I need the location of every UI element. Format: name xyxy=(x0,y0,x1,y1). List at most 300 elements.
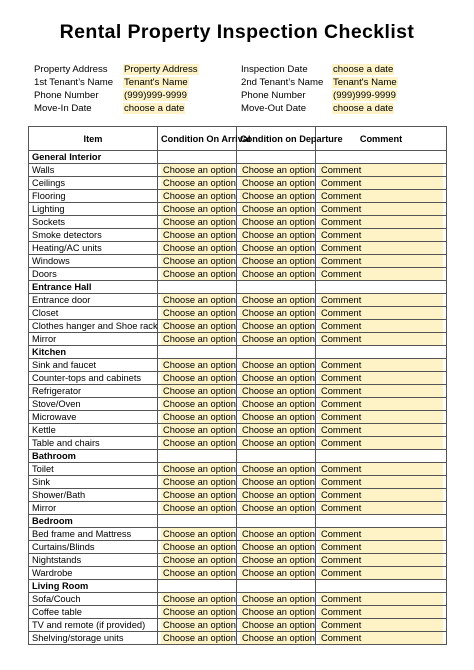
table-row xyxy=(29,398,447,411)
empty-cell xyxy=(158,151,237,164)
arrival-dropdown-cell xyxy=(158,398,237,411)
departure-dropdown-cell xyxy=(237,424,316,437)
comment-field-cell xyxy=(316,294,447,307)
info-block xyxy=(34,63,444,115)
arrival-dropdown-cell xyxy=(158,268,237,281)
departure-dropdown-cell xyxy=(237,476,316,489)
departure-dropdown[interactable]: Choose an option xyxy=(242,399,315,409)
departure-dropdown-cell xyxy=(237,372,316,385)
second-tenant-label: 2nd Tenant’s Name xyxy=(241,77,324,88)
table-row xyxy=(29,203,447,216)
arrival-dropdown[interactable]: Choose an option xyxy=(163,399,236,409)
table-row xyxy=(29,164,447,177)
comment-field[interactable]: Comment xyxy=(319,632,443,644)
item-label: Sockets xyxy=(29,216,158,229)
departure-dropdown[interactable]: Choose an option xyxy=(242,373,315,383)
table-row xyxy=(29,177,447,190)
comment-field-cell xyxy=(316,593,447,606)
comment-field[interactable]: Comment xyxy=(319,177,443,189)
comment-field-cell xyxy=(316,190,447,203)
comment-field[interactable]: Comment xyxy=(319,359,443,371)
item-label: Shelving/storage units xyxy=(29,632,158,645)
departure-dropdown[interactable]: Choose an option xyxy=(242,464,315,474)
departure-dropdown[interactable]: Choose an option xyxy=(242,490,315,500)
phone-label-2: Phone Number xyxy=(241,90,306,101)
comment-field-cell xyxy=(316,554,447,567)
arrival-dropdown-cell xyxy=(158,528,237,541)
departure-dropdown-cell xyxy=(237,359,316,372)
item-label: Table and chairs xyxy=(29,437,158,450)
arrival-dropdown-cell xyxy=(158,619,237,632)
departure-dropdown[interactable]: Choose an option xyxy=(242,620,315,630)
arrival-dropdown-cell xyxy=(158,593,237,606)
arrival-dropdown[interactable]: Choose an option xyxy=(163,620,236,630)
arrival-dropdown[interactable]: Choose an option xyxy=(163,633,236,643)
comment-field-cell xyxy=(316,411,447,424)
item-label: Shower/Bath xyxy=(29,489,158,502)
departure-dropdown[interactable]: Choose an option xyxy=(242,334,315,344)
comment-field-cell xyxy=(316,268,447,281)
comment-field-cell xyxy=(316,502,447,515)
comment-field-cell xyxy=(316,398,447,411)
comment-field-cell xyxy=(316,567,447,580)
comment-field[interactable]: Comment xyxy=(319,502,443,514)
table-row xyxy=(29,606,447,619)
departure-dropdown-cell xyxy=(237,333,316,346)
comment-field[interactable]: Comment xyxy=(319,307,443,319)
empty-cell xyxy=(237,281,316,294)
comment-field[interactable]: Comment xyxy=(319,164,443,176)
arrival-dropdown[interactable]: Choose an option xyxy=(163,334,236,344)
departure-dropdown-cell xyxy=(237,307,316,320)
comment-field-cell xyxy=(316,203,447,216)
table-row xyxy=(29,632,447,645)
arrival-dropdown[interactable]: Choose an option xyxy=(163,295,236,305)
departure-dropdown[interactable]: Choose an option xyxy=(242,438,315,448)
table-row xyxy=(29,216,447,229)
arrival-dropdown[interactable]: Choose an option xyxy=(163,386,236,396)
item-label: Lighting xyxy=(29,203,158,216)
arrival-dropdown[interactable]: Choose an option xyxy=(163,256,236,266)
section-heading: General Interior xyxy=(29,151,158,164)
comment-field-cell xyxy=(316,333,447,346)
departure-dropdown-cell xyxy=(237,398,316,411)
departure-dropdown[interactable]: Choose an option xyxy=(242,165,315,175)
comment-field[interactable]: Comment xyxy=(319,216,443,228)
arrival-dropdown[interactable]: Choose an option xyxy=(163,438,236,448)
arrival-dropdown-cell xyxy=(158,554,237,567)
empty-cell xyxy=(316,281,447,294)
arrival-dropdown[interactable]: Choose an option xyxy=(163,308,236,318)
departure-dropdown-cell xyxy=(237,268,316,281)
departure-dropdown-cell xyxy=(237,242,316,255)
arrival-dropdown-cell xyxy=(158,489,237,502)
empty-cell xyxy=(158,450,237,463)
property-address-label: Property Address xyxy=(34,64,108,75)
section-heading: Bathroom xyxy=(29,450,158,463)
comment-field[interactable]: Comment xyxy=(319,268,443,280)
comment-field[interactable]: Comment xyxy=(319,554,443,566)
departure-dropdown[interactable]: Choose an option xyxy=(242,308,315,318)
departure-dropdown-cell xyxy=(237,437,316,450)
comment-field-cell xyxy=(316,255,447,268)
comment-field[interactable]: Comment xyxy=(319,528,443,540)
empty-cell xyxy=(158,346,237,359)
comment-field[interactable]: Comment xyxy=(319,398,443,410)
section-row xyxy=(29,281,447,294)
comment-field-cell xyxy=(316,164,447,177)
inspection-table xyxy=(28,126,447,645)
departure-dropdown-cell xyxy=(237,593,316,606)
arrival-dropdown[interactable]: Choose an option xyxy=(163,217,236,227)
arrival-dropdown[interactable]: Choose an option xyxy=(163,477,236,487)
arrival-dropdown-cell xyxy=(158,632,237,645)
comment-field-cell xyxy=(316,619,447,632)
comment-field-cell xyxy=(316,385,447,398)
departure-dropdown-cell xyxy=(237,385,316,398)
arrival-dropdown[interactable]: Choose an option xyxy=(163,425,236,435)
arrival-dropdown-cell xyxy=(158,333,237,346)
item-label: Curtains/Blinds xyxy=(29,541,158,554)
arrival-dropdown-cell xyxy=(158,242,237,255)
arrival-dropdown-cell xyxy=(158,606,237,619)
departure-dropdown[interactable]: Choose an option xyxy=(242,633,315,643)
departure-dropdown-cell xyxy=(237,489,316,502)
table-row xyxy=(29,541,447,554)
second-tenant-field[interactable]: Tenant's Name xyxy=(333,77,397,88)
arrival-dropdown-cell xyxy=(158,463,237,476)
section-heading: Living Room xyxy=(29,580,158,593)
arrival-dropdown[interactable]: Choose an option xyxy=(163,321,236,331)
section-row xyxy=(29,450,447,463)
arrival-dropdown[interactable]: Choose an option xyxy=(163,178,236,188)
arrival-dropdown[interactable]: Choose an option xyxy=(163,204,236,214)
move-out-date-picker[interactable]: choose a date xyxy=(333,103,394,114)
empty-cell xyxy=(158,281,237,294)
item-label: Mirror xyxy=(29,502,158,515)
inspection-date-picker[interactable]: choose a date xyxy=(333,64,394,75)
departure-dropdown[interactable]: Choose an option xyxy=(242,555,315,565)
departure-dropdown[interactable]: Choose an option xyxy=(242,191,315,201)
departure-dropdown-cell xyxy=(237,619,316,632)
comment-field[interactable]: Comment xyxy=(319,476,443,488)
departure-column-header: Condition on Departure xyxy=(237,127,316,151)
phone-field-2[interactable]: (999)999-9999 xyxy=(333,90,396,101)
table-row xyxy=(29,294,447,307)
empty-cell xyxy=(237,346,316,359)
departure-dropdown[interactable]: Choose an option xyxy=(242,360,315,370)
table-row xyxy=(29,489,447,502)
arrival-dropdown[interactable]: Choose an option xyxy=(163,594,236,604)
arrival-dropdown[interactable]: Choose an option xyxy=(163,360,236,370)
item-label: Sofa/Couch xyxy=(29,593,158,606)
item-label: Clothes hanger and Shoe rack xyxy=(29,320,158,333)
arrival-dropdown-cell xyxy=(158,541,237,554)
departure-dropdown-cell xyxy=(237,567,316,580)
empty-cell xyxy=(237,450,316,463)
arrival-dropdown[interactable]: Choose an option xyxy=(163,542,236,552)
item-label: Nightstands xyxy=(29,554,158,567)
info-row xyxy=(34,89,444,102)
table-row xyxy=(29,593,447,606)
table-row xyxy=(29,528,447,541)
arrival-dropdown[interactable]: Choose an option xyxy=(163,165,236,175)
info-row xyxy=(34,76,444,89)
item-label: Flooring xyxy=(29,190,158,203)
move-in-date-picker[interactable]: choose a date xyxy=(124,103,185,114)
comment-field[interactable]: Comment xyxy=(319,385,443,397)
comment-field[interactable]: Comment xyxy=(319,320,443,332)
comment-field[interactable]: Comment xyxy=(319,619,443,631)
departure-dropdown[interactable]: Choose an option xyxy=(242,477,315,487)
comment-field[interactable]: Comment xyxy=(319,203,443,215)
arrival-dropdown-cell xyxy=(158,567,237,580)
departure-dropdown-cell xyxy=(237,294,316,307)
departure-dropdown-cell xyxy=(237,177,316,190)
property-address-field[interactable]: Property Address xyxy=(124,64,198,75)
comment-field[interactable]: Comment xyxy=(319,606,443,618)
inspection-date-label: Inspection Date xyxy=(241,64,308,75)
table-header-row xyxy=(29,127,447,151)
departure-dropdown-cell xyxy=(237,502,316,515)
item-column-header: Item xyxy=(29,127,158,151)
arrival-dropdown-cell xyxy=(158,229,237,242)
comment-field-cell xyxy=(316,489,447,502)
departure-dropdown[interactable]: Choose an option xyxy=(242,542,315,552)
arrival-dropdown[interactable]: Choose an option xyxy=(163,568,236,578)
comment-field-cell xyxy=(316,463,447,476)
item-label: Heating/AC units xyxy=(29,242,158,255)
item-label: Doors xyxy=(29,268,158,281)
comment-field-cell xyxy=(316,476,447,489)
arrival-dropdown[interactable]: Choose an option xyxy=(163,503,236,513)
comment-field-cell xyxy=(316,424,447,437)
arrival-dropdown-cell xyxy=(158,177,237,190)
first-tenant-label: 1st Tenant’s Name xyxy=(34,77,114,88)
table-row xyxy=(29,385,447,398)
departure-dropdown[interactable]: Choose an option xyxy=(242,607,315,617)
departure-dropdown[interactable]: Choose an option xyxy=(242,568,315,578)
arrival-dropdown-cell xyxy=(158,411,237,424)
section-heading: Entrance Hall xyxy=(29,281,158,294)
comment-field-cell xyxy=(316,242,447,255)
arrival-dropdown[interactable]: Choose an option xyxy=(163,607,236,617)
departure-dropdown[interactable]: Choose an option xyxy=(242,243,315,253)
empty-cell xyxy=(237,515,316,528)
table-row xyxy=(29,619,447,632)
table-row xyxy=(29,411,447,424)
arrival-dropdown-cell xyxy=(158,424,237,437)
arrival-dropdown-cell xyxy=(158,294,237,307)
section-row xyxy=(29,580,447,593)
item-label: Walls xyxy=(29,164,158,177)
departure-dropdown[interactable]: Choose an option xyxy=(242,204,315,214)
comment-field-cell xyxy=(316,372,447,385)
arrival-dropdown[interactable]: Choose an option xyxy=(163,464,236,474)
comment-field-cell xyxy=(316,632,447,645)
comment-field[interactable]: Comment xyxy=(319,593,443,605)
comment-field-cell xyxy=(316,216,447,229)
comment-field[interactable]: Comment xyxy=(319,242,443,254)
arrival-dropdown-cell xyxy=(158,216,237,229)
item-label: Sink and faucet xyxy=(29,359,158,372)
info-row xyxy=(34,63,444,76)
arrival-dropdown-cell xyxy=(158,320,237,333)
comment-field[interactable]: Comment xyxy=(319,437,443,449)
item-label: TV and remote (if provided) xyxy=(29,619,158,632)
arrival-column-header: Condition On Arrival xyxy=(158,127,237,151)
departure-dropdown[interactable]: Choose an option xyxy=(242,594,315,604)
info-row xyxy=(34,102,444,115)
departure-dropdown-cell xyxy=(237,632,316,645)
table-row xyxy=(29,268,447,281)
table-row xyxy=(29,333,447,346)
page-title: Rental Property Inspection Checklist xyxy=(59,21,415,43)
phone-label: Phone Number xyxy=(34,90,99,101)
departure-dropdown[interactable]: Choose an option xyxy=(242,386,315,396)
table-row xyxy=(29,424,447,437)
comment-field[interactable]: Comment xyxy=(319,489,443,501)
comment-column-header: Comment xyxy=(316,127,447,151)
arrival-dropdown[interactable]: Choose an option xyxy=(163,412,236,422)
departure-dropdown-cell xyxy=(237,320,316,333)
departure-dropdown[interactable]: Choose an option xyxy=(242,256,315,266)
arrival-dropdown[interactable]: Choose an option xyxy=(163,555,236,565)
comment-field[interactable]: Comment xyxy=(319,541,443,553)
section-row xyxy=(29,515,447,528)
arrival-dropdown[interactable]: Choose an option xyxy=(163,191,236,201)
empty-cell xyxy=(316,151,447,164)
section-row xyxy=(29,346,447,359)
item-label: Kettle xyxy=(29,424,158,437)
table-row xyxy=(29,307,447,320)
table-row xyxy=(29,463,447,476)
arrival-dropdown-cell xyxy=(158,502,237,515)
departure-dropdown[interactable]: Choose an option xyxy=(242,269,315,279)
departure-dropdown-cell xyxy=(237,554,316,567)
departure-dropdown[interactable]: Choose an option xyxy=(242,230,315,240)
arrival-dropdown[interactable]: Choose an option xyxy=(163,373,236,383)
comment-field[interactable]: Comment xyxy=(319,424,443,436)
departure-dropdown[interactable]: Choose an option xyxy=(242,178,315,188)
arrival-dropdown-cell xyxy=(158,385,237,398)
departure-dropdown[interactable]: Choose an option xyxy=(242,529,315,539)
departure-dropdown[interactable]: Choose an option xyxy=(242,295,315,305)
item-label: Microwave xyxy=(29,411,158,424)
move-in-label: Move-In Date xyxy=(34,103,92,114)
comment-field-cell xyxy=(316,177,447,190)
item-label: Coffee table xyxy=(29,606,158,619)
empty-cell xyxy=(158,580,237,593)
arrival-dropdown[interactable]: Choose an option xyxy=(163,269,236,279)
departure-dropdown-cell xyxy=(237,463,316,476)
departure-dropdown-cell xyxy=(237,255,316,268)
item-label: Sink xyxy=(29,476,158,489)
table-row xyxy=(29,320,447,333)
departure-dropdown[interactable]: Choose an option xyxy=(242,321,315,331)
departure-dropdown-cell xyxy=(237,190,316,203)
arrival-dropdown-cell xyxy=(158,307,237,320)
comment-field-cell xyxy=(316,320,447,333)
comment-field-cell xyxy=(316,606,447,619)
arrival-dropdown-cell xyxy=(158,190,237,203)
table-row xyxy=(29,359,447,372)
departure-dropdown[interactable]: Choose an option xyxy=(242,217,315,227)
comment-field[interactable]: Comment xyxy=(319,567,443,579)
comment-field-cell xyxy=(316,229,447,242)
table-row xyxy=(29,567,447,580)
phone-field[interactable]: (999)999-9999 xyxy=(124,90,187,101)
empty-cell xyxy=(237,151,316,164)
comment-field[interactable]: Comment xyxy=(319,411,443,423)
comment-field[interactable]: Comment xyxy=(319,333,443,345)
item-label: Smoke detectors xyxy=(29,229,158,242)
table-row xyxy=(29,190,447,203)
arrival-dropdown-cell xyxy=(158,164,237,177)
table-row xyxy=(29,242,447,255)
arrival-dropdown-cell xyxy=(158,476,237,489)
comment-field[interactable]: Comment xyxy=(319,229,443,241)
item-label: Toilet xyxy=(29,463,158,476)
empty-cell xyxy=(158,515,237,528)
section-row xyxy=(29,151,447,164)
item-label: Wardrobe xyxy=(29,567,158,580)
comment-field-cell xyxy=(316,359,447,372)
departure-dropdown[interactable]: Choose an option xyxy=(242,425,315,435)
departure-dropdown[interactable]: Choose an option xyxy=(242,503,315,513)
arrival-dropdown[interactable]: Choose an option xyxy=(163,490,236,500)
first-tenant-field[interactable]: Tenant's Name xyxy=(124,77,188,88)
arrival-dropdown[interactable]: Choose an option xyxy=(163,529,236,539)
comment-field-cell xyxy=(316,528,447,541)
table-row xyxy=(29,502,447,515)
empty-cell xyxy=(316,450,447,463)
table-body xyxy=(29,151,447,645)
departure-dropdown-cell xyxy=(237,203,316,216)
comment-field[interactable]: Comment xyxy=(319,372,443,384)
departure-dropdown-cell xyxy=(237,164,316,177)
table-row xyxy=(29,229,447,242)
arrival-dropdown[interactable]: Choose an option xyxy=(163,230,236,240)
comment-field[interactable]: Comment xyxy=(319,190,443,202)
arrival-dropdown-cell xyxy=(158,372,237,385)
table-row xyxy=(29,255,447,268)
arrival-dropdown-cell xyxy=(158,359,237,372)
item-label: Entrance door xyxy=(29,294,158,307)
section-heading: Bedroom xyxy=(29,515,158,528)
departure-dropdown-cell xyxy=(237,229,316,242)
item-label: Stove/Oven xyxy=(29,398,158,411)
empty-cell xyxy=(237,580,316,593)
departure-dropdown[interactable]: Choose an option xyxy=(242,412,315,422)
section-heading: Kitchen xyxy=(29,346,158,359)
table-row xyxy=(29,554,447,567)
arrival-dropdown[interactable]: Choose an option xyxy=(163,243,236,253)
comment-field[interactable]: Comment xyxy=(319,255,443,267)
table-row xyxy=(29,476,447,489)
item-label: Refrigerator xyxy=(29,385,158,398)
item-label: Bed frame and Mattress xyxy=(29,528,158,541)
arrival-dropdown-cell xyxy=(158,203,237,216)
comment-field-cell xyxy=(316,541,447,554)
empty-cell xyxy=(316,515,447,528)
item-label: Mirror xyxy=(29,333,158,346)
comment-field[interactable]: Comment xyxy=(319,463,443,475)
comment-field[interactable]: Comment xyxy=(319,294,443,306)
empty-cell xyxy=(316,346,447,359)
arrival-dropdown-cell xyxy=(158,255,237,268)
departure-dropdown-cell xyxy=(237,541,316,554)
